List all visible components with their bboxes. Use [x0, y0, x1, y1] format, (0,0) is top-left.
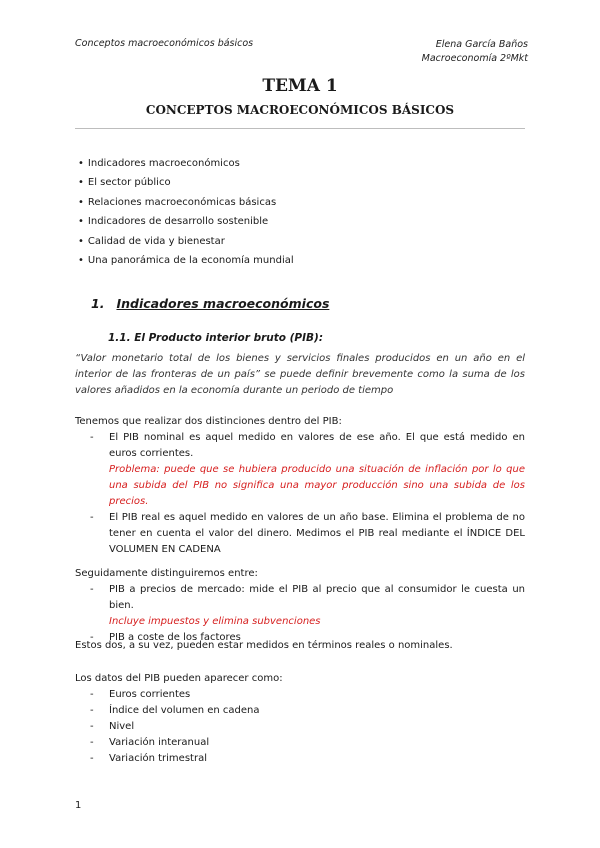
- section-title: Indicadores macroeconómicos: [116, 296, 330, 311]
- topic-item: • Indicadores macroeconómicos: [78, 156, 294, 175]
- measurement-note: Estos dos, a su vez, pueden estar medidos en términos reales o nominales.: [75, 640, 453, 651]
- topic-list: [78, 156, 294, 272]
- section-heading: [91, 296, 329, 311]
- pib-definition-quote: “Valor monetario total de los bienes y servicios finales producidos en un año en el interior de las fronteras de un país” se puede definir brevemente como la suma de los valores añadidos en la economía durante un periodo de tiempo: [75, 353, 525, 396]
- prices-intro: Seguidamente distinguiremos entre:: [75, 568, 258, 579]
- distinctions-intro: Tenemos que realizar dos distinciones dentro del PIB:: [75, 416, 342, 427]
- subsection-heading: 1.1. El Producto interior bruto (PIB):: [108, 332, 324, 344]
- form-item: - Índice del volumen en cadena: [75, 703, 525, 719]
- form-item: - Euros corrientes: [75, 687, 525, 703]
- form-item: - Variación interanual: [75, 735, 525, 751]
- taxes-note: Incluye impuestos y elimina subvenciones: [109, 616, 321, 627]
- title-divider: [75, 128, 525, 129]
- form-item: - Nivel: [75, 719, 525, 735]
- topic-item: • Indicadores de desarrollo sostenible: [78, 214, 294, 233]
- header-author: Elena García Baños: [435, 39, 528, 50]
- page-title: TEMA 1: [262, 76, 338, 96]
- header-document-title: Conceptos macroeconómicos básicos: [75, 38, 254, 49]
- header-course: Macroeconomía 2ºMkt: [421, 53, 528, 64]
- market-price-item: - PIB a precios de mercado: mide el PIB al precio que al consumidor le cuesta un bien.: [75, 582, 525, 614]
- topic-item: • Relaciones macroeconómicas básicas: [78, 195, 294, 214]
- forms-list: [75, 687, 525, 767]
- section-number: 1.: [91, 296, 105, 311]
- forms-intro: Los datos del PIB pueden aparecer como:: [75, 673, 283, 684]
- inflation-problem-note: Problema: puede que se hubiera producido una situación de inflación por lo que una subida del PIB no significa una mayor producción sino una subida de los precios.: [109, 464, 525, 507]
- page-subtitle: CONCEPTOS MACROECONÓMICOS BÁSICOS: [145, 103, 455, 117]
- form-item: - Variación trimestral: [75, 751, 525, 767]
- topic-item: • Calidad de vida y bienestar: [78, 234, 294, 253]
- real-pib-item: - El PIB real es aquel medido en valores de un año base. Elimina el problema de no tener en cuenta el valor del dinero. Medimos el PIB real mediante el ÍNDICE DEL VOLUMEN EN CADENA: [75, 510, 525, 558]
- header-author-block: [422, 38, 528, 66]
- topic-item: • El sector público: [78, 175, 294, 194]
- nominal-pib-item: - El PIB nominal es aquel medido en valores de ese año. El que está medido en euros corrientes.: [75, 430, 525, 462]
- distinctions-list: [75, 430, 525, 558]
- prices-list: [75, 582, 525, 646]
- page-number: 1: [75, 800, 82, 811]
- topic-item: • Una panorámica de la economía mundial: [78, 253, 294, 272]
- factor-cost-item: - PIB a coste de los factores: [75, 630, 525, 646]
